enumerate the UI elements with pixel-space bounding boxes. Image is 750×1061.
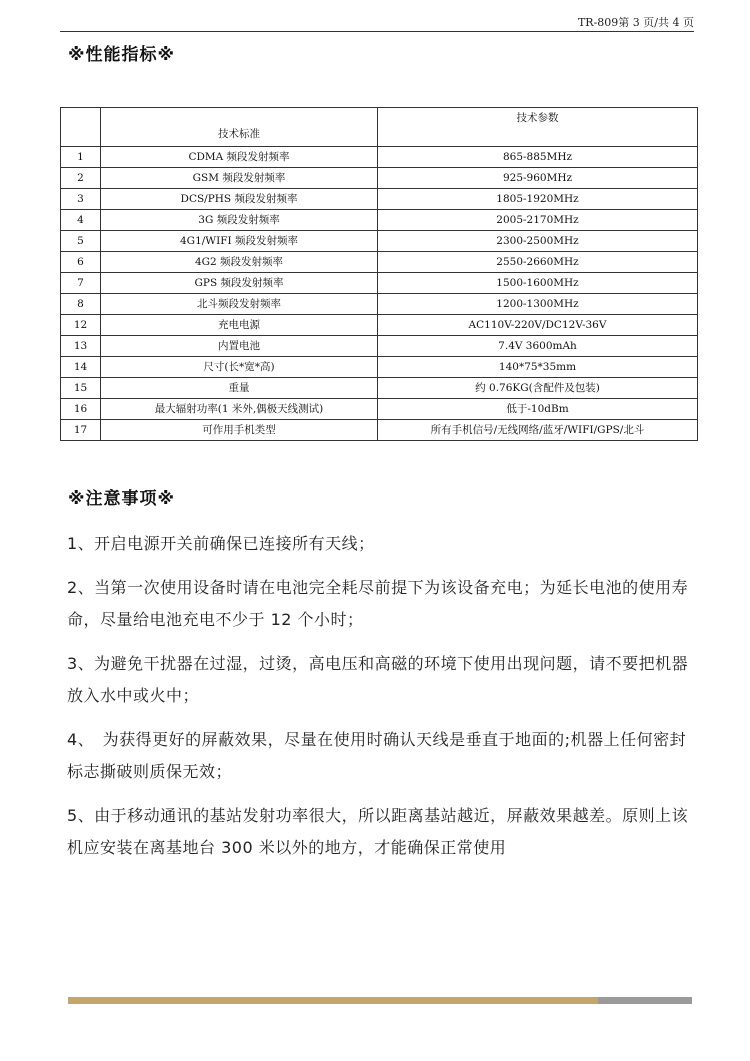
table-row xyxy=(61,399,698,420)
footer-bar-gray xyxy=(598,997,692,1004)
row-standard-cell: 充电电源 xyxy=(101,315,378,336)
note-item: 1、开启电源开关前确保已连接所有天线； xyxy=(67,534,375,553)
table-row xyxy=(61,147,698,168)
spec-table-body xyxy=(61,147,698,441)
row-number-cell: 3 xyxy=(61,189,101,210)
header-cell-param: 技术参数 xyxy=(378,108,698,147)
table-row xyxy=(61,210,698,231)
table-row xyxy=(61,378,698,399)
notes-list xyxy=(67,528,695,876)
table-row xyxy=(61,315,698,336)
row-standard-cell: 4G1/WIFI 频段发射频率 xyxy=(101,231,378,252)
row-param-cell: 2300-2500MHz xyxy=(378,231,698,252)
page-header xyxy=(60,14,694,32)
table-row xyxy=(61,189,698,210)
row-number-cell: 7 xyxy=(61,273,101,294)
row-number-cell: 4 xyxy=(61,210,101,231)
row-param-cell: AC110V-220V/DC12V-36V xyxy=(378,315,698,336)
footer-bar-gold xyxy=(68,997,598,1004)
row-standard-cell: GSM 频段发射频率 xyxy=(101,168,378,189)
row-number-cell: 17 xyxy=(61,420,101,441)
row-param-cell: 925-960MHz xyxy=(378,168,698,189)
row-param-cell: 1200-1300MHz xyxy=(378,294,698,315)
table-row xyxy=(61,168,698,189)
row-standard-cell: DCS/PHS 频段发射频率 xyxy=(101,189,378,210)
row-param-cell: 865-885MHz xyxy=(378,147,698,168)
table-row xyxy=(61,294,698,315)
row-number-cell: 14 xyxy=(61,357,101,378)
table-row xyxy=(61,420,698,441)
row-param-cell: 2550-2660MHz xyxy=(378,252,698,273)
note-item: 5、由于移动通讯的基站发射功率很大，所以距离基站越近，屏蔽效果越差。原则上该机应安装在离基地台 300 米以外的地方，才能确保正常使用 xyxy=(67,806,689,857)
footer-bar xyxy=(68,997,692,1004)
table-header-row xyxy=(61,108,698,147)
row-number-cell: 16 xyxy=(61,399,101,420)
row-standard-cell: 北斗频段发射频率 xyxy=(101,294,378,315)
table-row xyxy=(61,336,698,357)
row-number-cell: 2 xyxy=(61,168,101,189)
row-standard-cell: 尺寸(长*宽*高) xyxy=(101,357,378,378)
row-param-cell: 7.4V 3600mAh xyxy=(378,336,698,357)
page-number-label: TR-809第 3 页/共 4 页 xyxy=(577,16,694,29)
table-row xyxy=(61,231,698,252)
spec-table xyxy=(60,107,698,441)
row-number-cell: 13 xyxy=(61,336,101,357)
row-number-cell: 1 xyxy=(61,147,101,168)
table-row xyxy=(61,273,698,294)
section-title-specs: ※性能指标※ xyxy=(68,45,176,65)
header-cell-no xyxy=(61,108,101,147)
row-standard-cell: 可作用手机类型 xyxy=(101,420,378,441)
section-title-notes: ※注意事项※ xyxy=(68,489,176,509)
row-standard-cell: 内置电池 xyxy=(101,336,378,357)
row-param-cell: 约 0.76KG(含配件及包装) xyxy=(378,378,698,399)
header-cell-standard: 技术标准 xyxy=(101,108,378,147)
row-standard-cell: 3G 频段发射频率 xyxy=(101,210,378,231)
row-standard-cell: 最大辐射功率(1 米外,偶极天线测试) xyxy=(101,399,378,420)
row-standard-cell: 重量 xyxy=(101,378,378,399)
row-param-cell: 140*75*35mm xyxy=(378,357,698,378)
table-row xyxy=(61,252,698,273)
row-number-cell: 12 xyxy=(61,315,101,336)
row-param-cell: 1805-1920MHz xyxy=(378,189,698,210)
table-row xyxy=(61,357,698,378)
row-standard-cell: GPS 频段发射频率 xyxy=(101,273,378,294)
row-param-cell: 低于-10dBm xyxy=(378,399,698,420)
row-standard-cell: 4G2 频段发射频率 xyxy=(101,252,378,273)
note-item: 3、为避免干扰器在过湿，过烫，高电压和高磁的环境下使用出现问题，请不要把机器放入水中或火中； xyxy=(67,654,689,705)
row-number-cell: 8 xyxy=(61,294,101,315)
note-item: 4、 为获得更好的屏蔽效果，尽量在使用时确认天线是垂直于地面的;机器上任何密封标志撕破则质保无效； xyxy=(67,730,687,781)
row-number-cell: 15 xyxy=(61,378,101,399)
row-number-cell: 5 xyxy=(61,231,101,252)
row-param-cell: 2005-2170MHz xyxy=(378,210,698,231)
row-param-cell: 所有手机信号/无线网络/蓝牙/WIFI/GPS/北斗 xyxy=(378,420,698,441)
row-number-cell: 6 xyxy=(61,252,101,273)
note-item: 2、当第一次使用设备时请在电池完全耗尽前提下为该设备充电；为延长电池的使用寿命，尽量给电池充电不少于 12 个小时； xyxy=(67,578,689,629)
row-param-cell: 1500-1600MHz xyxy=(378,273,698,294)
row-standard-cell: CDMA 频段发射频率 xyxy=(101,147,378,168)
